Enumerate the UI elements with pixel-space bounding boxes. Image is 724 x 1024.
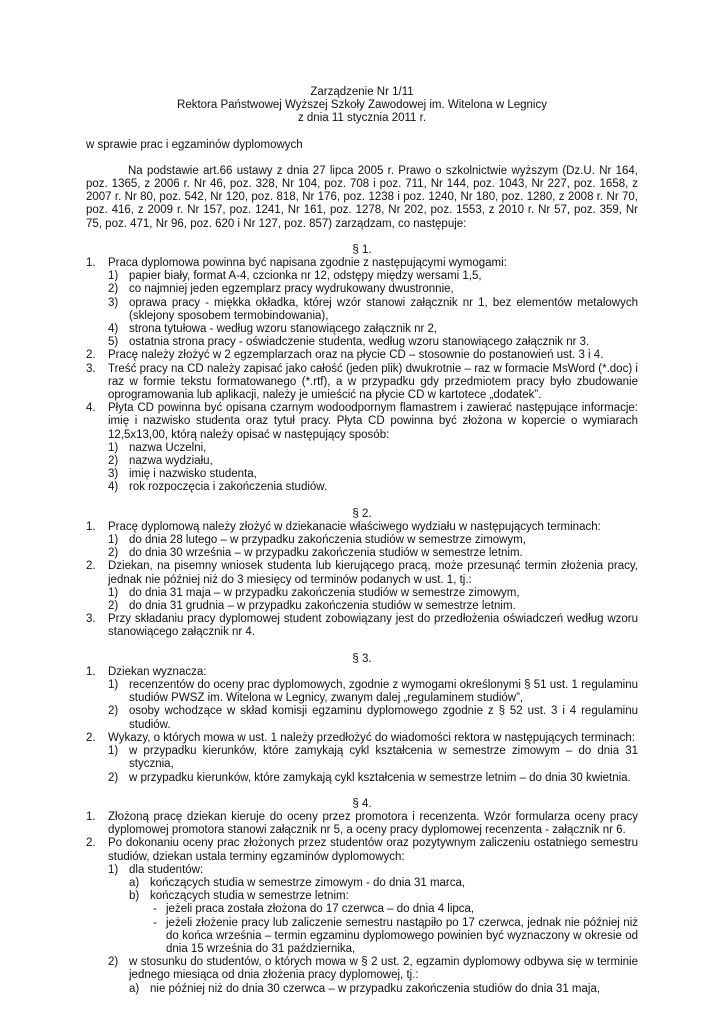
issuer: Rektora Państwowej Wyższej Szkoły Zawodowej im. Witelona w Legnicy [177,99,547,112]
item-number: 1. [86,520,96,533]
sub-sub-item [86,983,638,996]
subject-line: w sprawie prac i egzaminów dyplomowych [86,138,303,151]
sub-sub-item [86,877,638,890]
sub-sub-item [86,890,638,903]
section-title: § 3. [352,652,372,665]
ordinance-number: Zarządzenie Nr 1/11 [310,86,414,98]
sub-item [86,772,638,785]
sub-sub-item-text: kończących studia w semestrze letnim: [150,890,349,903]
list-item [86,257,638,270]
list-item [86,349,638,362]
sub-item-number: 1) [108,441,119,454]
section-2 [86,508,638,640]
sub-item-number: 2) [108,600,119,613]
sub-item-text: rok rozpoczęcia i zakończenia studiów. [129,481,328,494]
sub-item [86,745,638,771]
sub-item [86,297,638,323]
dash-item [86,903,638,916]
list-item [86,521,638,534]
section-title: § 2. [352,507,372,520]
sub-item-text: dla studentów: [129,863,204,876]
sub-item-number: 1) [108,863,119,876]
sub-item-text: do dnia 31 grudnia – w przypadku zakończenia studiów w semestrze letnim. [129,600,516,613]
sub-item-text: ostatnia strona pracy - oświadczenie studenta, według wzoru stanowiącego załącznik nr 3. [129,336,590,349]
list-item [86,666,638,679]
item-number: 4. [86,402,96,415]
dash-marker: - [153,916,157,929]
sub-item-text: papier biały, format A-4, czcionka nr 12, odstępy między wersami 1,5, [129,270,482,283]
sub-item-text: do dnia 28 lutego – w przypadku zakończenia studiów w semestrze zimowym, [129,534,526,547]
item-text: Praca dyplomowa powinna być napisana zgodnie z następującymi wymogami: [108,256,507,269]
item-number: 1. [86,810,96,823]
sub-sub-item-letter: a) [129,982,140,995]
item-text: Złożoną pracę dziekan kieruje do oceny przez promotora i recenzenta. Wzór formularza oceny pracy dyplomowej promotora stanowi załącznik nr 5, a oceny pracy dyplomowej recenzenta - załącznik nr 6. [108,810,638,837]
sub-item [86,534,638,547]
item-text: Dziekan, na pisemny wniosek studenta lub kierującego pracą, może przesunąć termin złożenia pracy, jednak nie później niż do 3 miesięcy od terminów podanych w ust. 1, tj.: [108,560,638,586]
dash-item [86,917,638,957]
list-item [86,613,638,639]
item-text: Dziekan wyznacza: [108,665,207,678]
sub-item-text: co najmniej jeden egzemplarz pracy wydrukowany dwustronnie, [129,283,454,296]
list-item [86,560,638,586]
section-title: § 1. [352,243,372,256]
sub-item-number: 2) [108,547,119,560]
sub-item-number: 1) [108,270,119,283]
sub-item-text: nazwa wydziału, [129,455,213,468]
sub-item-number: 2) [108,455,119,468]
dash-marker: - [153,903,157,916]
sub-item-text: imię i nazwisko studenta, [129,468,257,481]
sub-item-text: do dnia 31 maja – w przypadku zakończenia studiów w semestrze zimowym, [129,586,520,599]
sub-sub-item-text: kończących studia w semestrze zimowym - do dnia 31 marca, [150,876,466,889]
item-number: 1. [86,256,96,269]
item-text: Wykazy, o których mowa w ust. 1 należy przedłożyć do wiadomości rektora w następujących terminach: [108,731,635,744]
document-header [86,86,638,126]
sub-item-number: 4) [108,323,119,335]
sub-sub-item-letter: b) [129,890,140,903]
sub-item-number: 2) [108,705,119,718]
sub-item [86,481,638,494]
sub-item-text: osoby wchodzące w skład komisji egzaminu dyplomowego zgodnie z § 52 ust. 3 i 4 regulaminu studiów. [129,705,638,731]
dash-item-text: jeżeli złożenie pracy lub zaliczenie semestru nastąpiło po 17 czerwca, jednak nie później niż do końca września – termin egzaminu dyplomowego powinien być wyznaczony w okresie od dnia 15 września do 31 października, [166,916,638,955]
sub-item-number: 2) [108,956,119,969]
sub-item-number: 3) [108,296,119,309]
item-text: Treść pracy na CD należy zapisać jako całość (jeden plik) dwukrotnie – raz w formacie MsWord (*.doc) i raz w formie tekstu formatowanego (*.rtf), a w przypadku gdy przedmiotem pracy było zbudowanie oprogramowania lub aplikacji, należy je umieścić na płycie CD w kartotece „dodatek”. [108,362,638,402]
sub-item-text: oprawa pracy - miękka okładka, której wzór stanowi załącznik nr 1, bez elementów metalowych (sklejony sposobem termobindowania), [129,296,638,322]
list-item [86,363,638,403]
item-number: 2. [86,349,96,362]
sub-item-text: do dnia 30 września – w przypadku zakończenia studiów w semestrze letnim. [129,547,523,560]
sub-item-number: 5) [108,336,119,349]
item-number: 3. [86,613,96,626]
sub-item-number: 1) [108,534,119,547]
item-number: 1. [86,665,96,678]
item-text: Płyta CD powinna być opisana czarnym wodoodpornym flamastrem i zawierać następujące informacje: imię i nazwisko studenta oraz tytuł pracy. Płyta CD powinna być złożona w kopercie o wymiarach 12,5x13,00, którą należy opisać w następujący sposób: [108,402,638,441]
section-3 [86,653,638,785]
sub-sub-item-letter: a) [129,876,140,889]
sub-item-number: 3) [108,468,119,481]
sub-item-number: 1) [108,679,119,692]
sub-item [86,455,638,468]
sub-item-text: w przypadku kierunków, które zamykają cykl kształcenia w semestrze letnim – do dnia 30 kwietnia. [129,771,631,784]
section-4 [86,798,638,996]
sub-item-number: 1) [108,586,119,599]
section-title: § 4. [352,797,372,810]
list-item [86,837,638,863]
sub-item [86,547,638,560]
intro-paragraph: Na podstawie art.66 ustawy z dnia 27 lipca 2005 r. Prawo o szkolnictwie wyższym (Dz.U. Nr 164, poz. 1365, z 2006 r. Nr 46, poz. 328, Nr 104, poz. 708 i poz. 711, Nr 144, poz. 1043, Nr 227, poz. 1658, z 2007 r. Nr 80, poz. 542, Nr 120, poz. 818, Nr 176, poz. 1238 i poz. 1240, Nr 180, poz. 1280, z 2008 r. Nr 70, poz. 416, z 2009 r. Nr 157, poz. 1241, Nr 161, poz. 1278, Nr 202, poz. 1553, z 2010 r. Nr 57, poz. 359, Nr 75, poz. 471, Nr 96, poz. 620 i Nr 127, poz. 857) zarządzam, co następuje: [86,164,638,230]
sub-item [86,270,638,283]
list-item [86,732,638,745]
sub-item [86,468,638,481]
section-1 [86,244,638,495]
sub-item [86,864,638,877]
item-text: Po dokonaniu oceny prac złożonych przez studentów oraz pozytywnym zaliczeniu ostatniego semestru studiów, dziekan ustala terminy egzaminów dyplomowych: [108,837,638,863]
sub-item-text: w stosunku do studentów, o których mowa w § 2 ust. 2, egzamin dyplomowy odbywa się w terminie jednego miesiąca od dnia złożenia pracy dyplomowej, tj.: [129,956,638,982]
item-number: 3. [86,362,96,375]
item-number: 2. [86,560,96,573]
sub-item [86,442,638,455]
dash-item-text: jeżeli praca została złożona do 17 czerwca – do dnia 4 lipca, [166,903,475,916]
sub-item [86,705,638,731]
sub-item-number: 2) [108,771,119,784]
item-number: 2. [86,837,96,850]
sub-item-number: 1) [108,745,119,758]
sub-item-number: 4) [108,481,119,494]
sub-sub-item-text: nie później niż do dnia 30 czerwca – w przypadku zakończenia studiów do dnia 31 maja, [150,982,601,995]
sub-item-text: w przypadku kierunków, które zamykają cykl kształcenia w semestrze zimowym – do dnia 31 stycznia, [129,745,638,771]
sub-item-number: 2) [108,283,119,296]
item-text: Pracę należy złożyć w 2 egzemplarzach oraz na płycie CD – stosownie do postanowień ust. 3 i 4. [108,349,604,362]
sub-item-text: nazwa Uczelni, [129,441,207,454]
sub-item-text: strona tytułowa - według wzoru stanowiącego załącznik nr 2, [129,323,438,335]
ordinance-date: z dnia 11 stycznia 2011 r. [297,112,427,125]
sub-item [86,600,638,613]
sub-item-text: recenzentów do oceny prac dyplomowych, zgodnie z wymogami określonymi § 51 ust. 1 regulaminu studiów PWSZ im. Witelona w Legnicy, zwanym dalej „regulaminem studiów”, [129,679,638,705]
item-number: 2. [86,731,96,744]
sub-item [86,956,638,982]
list-item [86,402,638,442]
sub-item [86,587,638,600]
sub-item [86,679,638,705]
item-text: Pracę dyplomową należy złożyć w dziekanacie właściwego wydziału w następujących terminach: [108,520,601,533]
sub-item [86,283,638,296]
sub-item [86,336,638,349]
item-text: Przy składaniu pracy dyplomowej student zobowiązany jest do przedłożenia oświadczeń według wzoru stanowiącego załącznik nr 4. [108,613,638,639]
sub-item [86,323,638,336]
list-item [86,811,638,837]
